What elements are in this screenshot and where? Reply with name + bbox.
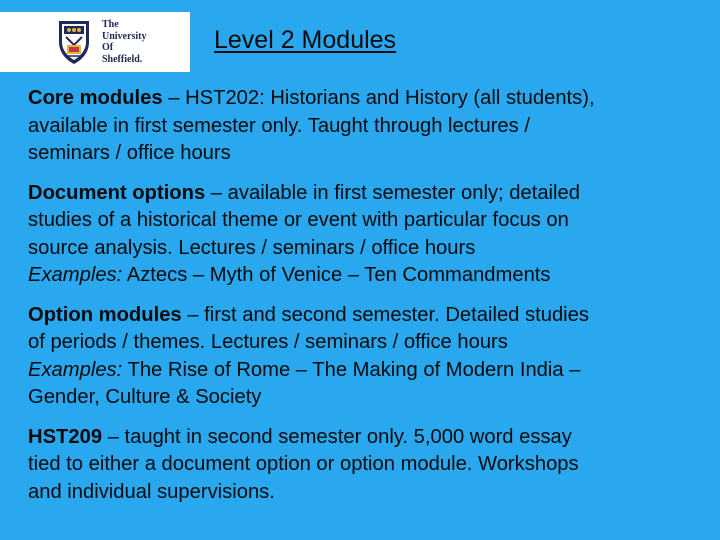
para-line bbox=[28, 85, 708, 113]
para-line: Gender, Culture & Society bbox=[28, 386, 262, 408]
document-options-heading: Document options bbox=[28, 181, 206, 204]
para-line: and individual supervisions. bbox=[28, 480, 275, 503]
university-crest-icon bbox=[56, 18, 92, 66]
examples-text: The Rise of Rome – The Making of Modern India – bbox=[122, 358, 581, 381]
para-line: of periods / themes. Lectures / seminars / office hours bbox=[28, 331, 508, 353]
hst209-heading: HST209 bbox=[28, 425, 103, 448]
core-modules-paragraph bbox=[28, 85, 708, 168]
logo-line: The bbox=[102, 19, 119, 30]
logo-line: Sheffield. bbox=[102, 53, 143, 65]
para-line bbox=[28, 180, 708, 208]
para-line bbox=[28, 424, 708, 452]
para-line: available in first semester only. Taught through lectures / bbox=[28, 114, 530, 137]
para-text: – taught in second semester only. 5,000 word essay bbox=[102, 425, 572, 448]
logo-wordmark bbox=[102, 19, 146, 65]
examples-label: Examples: bbox=[28, 264, 123, 286]
hst209-paragraph bbox=[28, 424, 708, 507]
para-text: – first and second semester. Detailed studies bbox=[181, 303, 589, 326]
para-line bbox=[28, 357, 708, 385]
para-line bbox=[28, 302, 708, 330]
examples-label: Examples: bbox=[28, 358, 123, 381]
examples-text: Aztecs – Myth of Venice – Ten Commandments bbox=[122, 264, 551, 286]
document-options-paragraph bbox=[28, 180, 708, 290]
para-line bbox=[28, 262, 708, 290]
university-logo bbox=[0, 12, 190, 72]
logo-line: Of bbox=[102, 42, 114, 53]
para-line: seminars / office hours bbox=[28, 142, 231, 164]
logo-line: University bbox=[102, 30, 147, 42]
para-line: source analysis. Lectures / seminars / office hours bbox=[28, 236, 476, 259]
para-line: tied to either a document option or option module. Workshops bbox=[28, 453, 579, 475]
option-modules-paragraph bbox=[28, 302, 708, 412]
para-line: studies of a historical theme or event with particular focus on bbox=[28, 209, 569, 231]
slide-body bbox=[28, 85, 708, 518]
option-modules-heading: Option modules bbox=[28, 303, 182, 326]
slide-title: Level 2 Modules bbox=[214, 26, 397, 54]
para-text: – available in first semester only; detailed bbox=[205, 181, 580, 204]
core-modules-heading: Core modules bbox=[28, 87, 163, 109]
para-text: – HST202: Historians and History (all students), bbox=[162, 87, 595, 109]
